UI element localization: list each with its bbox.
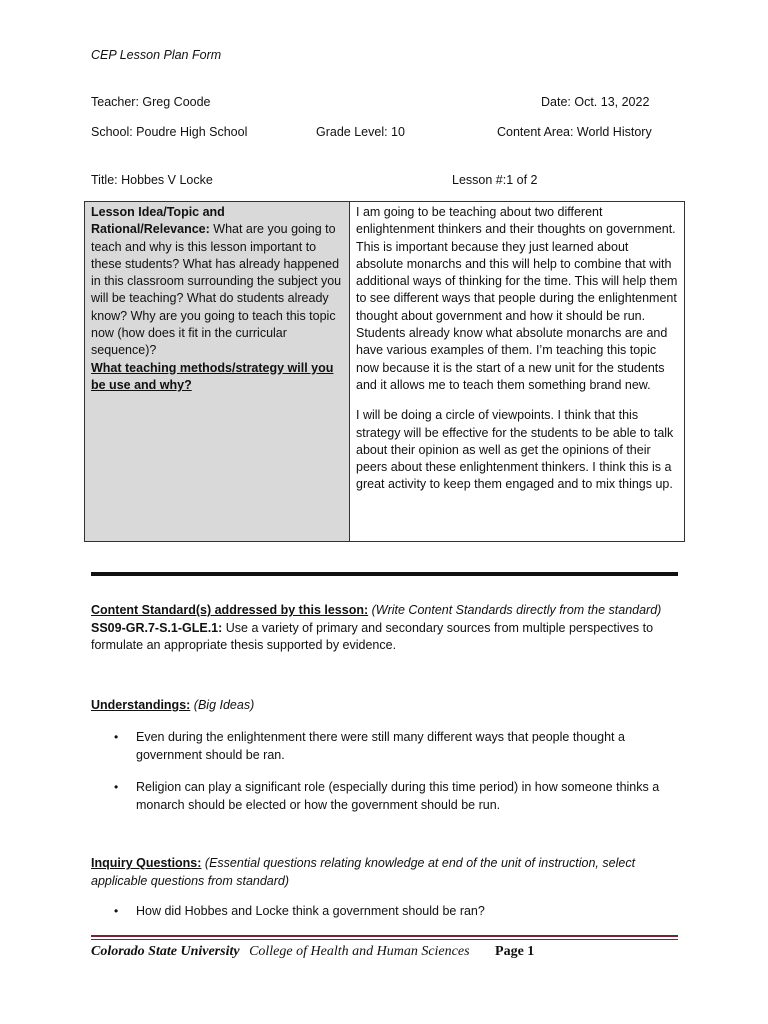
inquiry-label: Inquiry Questions: [91, 856, 202, 870]
form-title: CEP Lesson Plan Form [91, 48, 222, 62]
school-label: School: Poudre High School [91, 125, 248, 139]
content-standard-code: SS09-GR.7-S.1-GLE.1: [91, 620, 223, 635]
lesson-idea-heading: Lesson Idea/Topic and Rational/Relevance: [91, 205, 225, 237]
content-standard-section [91, 602, 681, 655]
section-divider [91, 572, 678, 576]
lesson-title: Title: Hobbes V Locke [91, 173, 213, 187]
understandings-list [91, 729, 671, 829]
lesson-idea-response-para-1: I am going to be teaching about two different enlightenment thinkers and their thoughts on government. This is important because they just learned about absolute monarchs and this will help to combine that with additional ways of thinking for the time. This will help them to see different ways that people during the enlightenment thought about government and how it should be run. Students already know what absolute monarchs are and have various examples of them. I’m teaching this topic now because it is the start of a new unit for the students and it allows me to teach them something brand new. [356, 205, 678, 392]
lesson-idea-prompt-cell [85, 202, 350, 542]
lesson-idea-response-para-2: I will be doing a circle of viewpoints. I think that this strategy will be effective for the students to be able to talk about their opinion as well as get the opinions of their peers about these enlightenment thinkers. I think this is a great activity to keep them engaged and to mix things up. [356, 408, 674, 492]
content-standard-label: Content Standard(s) addressed by this lesson: [91, 603, 369, 617]
understandings-hint: (Big Ideas) [193, 698, 255, 712]
inquiry-list [91, 903, 671, 936]
page-footer [91, 944, 534, 960]
list-item: • How did Hobbes and Locke think a government should be ran? [91, 903, 671, 921]
teaching-methods-prompt: What teaching methods/strategy will you be use and why? [91, 360, 334, 392]
grade-level-label: Grade Level: 10 [316, 125, 405, 139]
footer-rule [91, 935, 678, 940]
date-label: Date: Oct. 13, 2022 [541, 95, 650, 109]
understandings-section [91, 697, 681, 715]
list-item: • Religion can play a significant role (especially during this time period) in how someone thinks a monarch should be elected or how the government should be run. [114, 780, 660, 812]
teacher-label: Teacher: Greg Coode [91, 95, 211, 109]
list-item: • Even during the enlightenment there were still many different ways that people thought a government should be ran. [114, 730, 625, 762]
lesson-idea-table [84, 201, 685, 542]
inquiry-hint: (Essential questions relating knowledge at end of the unit of instruction, select applicable questions from standard) [91, 856, 636, 888]
footer-page-number: Page 1 [495, 944, 535, 959]
lesson-number: Lesson #:1 of 2 [452, 173, 538, 187]
inquiry-section [91, 855, 681, 890]
footer-university: Colorado State University [91, 944, 240, 959]
bullet-icon: • [114, 904, 119, 918]
bullet-icon: • [114, 730, 119, 744]
content-standard-hint: (Write Content Standards directly from the standard) [371, 603, 662, 617]
lesson-idea-prompt: What are you going to teach and why is this lesson important to these students? What has already happened in this classroom surrounding the subject you will be teaching? What do students already know? Why are you going to teach this topic now (how does it fit in the curricular sequence)? [91, 222, 342, 358]
bullet-icon: • [114, 780, 119, 794]
lesson-idea-response-cell [350, 202, 685, 542]
footer-college: College of Health and Human Sciences [249, 944, 470, 959]
understandings-label: Understandings: [91, 698, 191, 712]
content-area-label: Content Area: World History [497, 125, 652, 139]
content-standard-text: Use a variety of primary and secondary sources from multiple perspectives to formulate an appropriate thesis supported by evidence. [91, 620, 654, 652]
